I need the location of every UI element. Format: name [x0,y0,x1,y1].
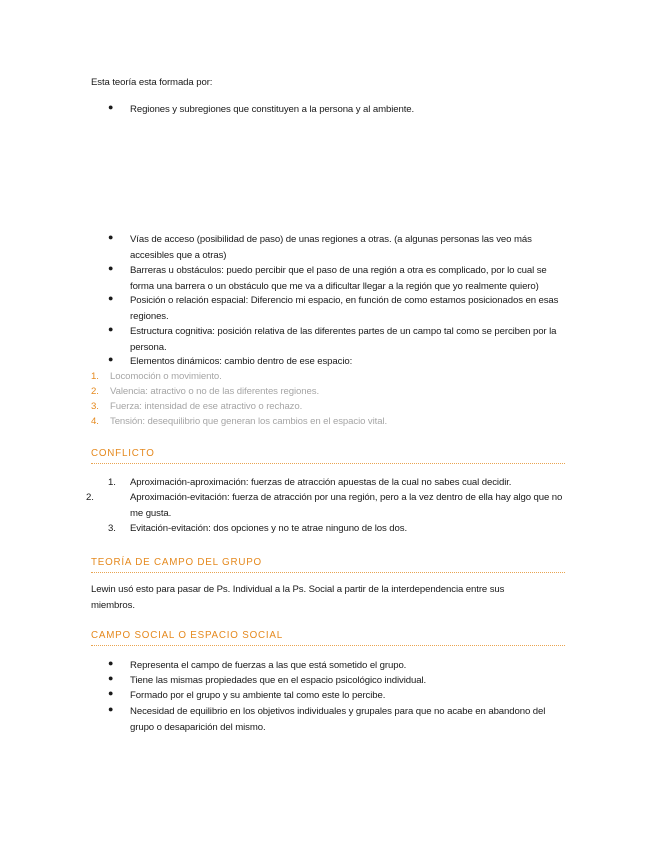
item-text: Locomoción o movimiento. [110,371,222,382]
numbered-item [91,369,222,385]
item-number: 3. [91,401,99,412]
item-number: 3. [108,523,116,534]
item-number: 1. [108,477,116,488]
bullet-icon: ● [108,263,114,273]
numbered-item [91,399,302,415]
bullet-text: Representa el campo de fuerzas a las que está sometido el grupo. [130,660,407,671]
grupo-paragraph: Lewin usó esto para pasar de Ps. Individual a la Ps. Social a partir de la interdependencia entre sus miembros. [91,584,505,611]
item-text: Aproximación-evitación: fuerza de atracción por una región, pero a la vez dentro de ella hay algo que no me gusta. [130,492,563,519]
bullet-text: Necesidad de equilibrio en los objetivos individuales y grupales para que no acabe en abandono del grupo o desaparición del mismo. [130,706,546,733]
item-text: Tensión: desequilibrio que generan los cambios en el espacio vital. [110,416,388,427]
conflicto-heading: CONFLICTO [91,447,565,464]
bullet-text: Barreras u obstáculos: puedo percibir que el paso de una región a otra es complicado, por lo cual se forma una barrera o un obstáculo que me va a dificultar llegar a la región que yo realmente quiero) [130,265,547,292]
numbered-item [91,414,387,430]
bullet-text: Regiones y subregiones que constituyen a la persona y al ambiente. [130,104,415,115]
bullet-text: Estructura cognitiva: posición relativa de las diferentes partes de un campo tal como se perciben por la persona. [130,326,557,353]
bullet-text: Tiene las mismas propiedades que en el espacio psicológico individual. [130,675,427,686]
numbered-item [108,475,511,491]
item-number: 2. [91,386,99,397]
item-text: Aproximación-aproximación: fuerzas de atracción apuestas de la cual no sabes cual decidir. [130,477,512,488]
bullet-icon: ● [108,232,114,242]
bullet-text: Formado por el grupo y su ambiente tal como este lo percibe. [130,690,386,701]
bullet-icon: ● [108,688,114,698]
campo-social-heading: CAMPO SOCIAL O ESPACIO SOCIAL [91,629,565,646]
bullet-text: Posición o relación espacial: Diferencio mi espacio, en función de como estamos posicionados en esas regiones. [130,295,559,322]
bullet-icon: ● [108,658,114,668]
item-text: Fuerza: intensidad de ese atractivo o rechazo. [110,401,303,412]
bullet-icon: ● [108,704,114,714]
numbered-item [108,521,407,537]
numbered-item [91,384,319,400]
numbered-item [86,490,570,521]
bullet-icon: ● [108,354,114,364]
item-text: Valencia: atractivo o no de las diferentes regiones. [110,386,320,397]
bullet-icon: ● [108,293,114,303]
bullet-text: Elementos dinámicos: cambio dentro de ese espacio: [130,356,353,367]
bullet-icon: ● [108,102,114,112]
item-text: Evitación-evitación: dos opciones y no te atrae ninguno de los dos. [130,523,408,534]
bullet-icon: ● [108,673,114,683]
bullet-text: Vías de acceso (posibilidad de paso) de unas regiones a otras. (a algunas personas las veo más accesibles que a otras) [130,234,532,261]
item-number: 1. [91,371,99,382]
item-number: 4. [91,416,99,427]
grupo-heading: TEORÍA DE CAMPO DEL GRUPO [91,556,565,573]
intro-text: Esta teoría esta formada por: [91,77,213,88]
item-number: 2. [86,492,94,503]
bullet-icon: ● [108,324,114,334]
